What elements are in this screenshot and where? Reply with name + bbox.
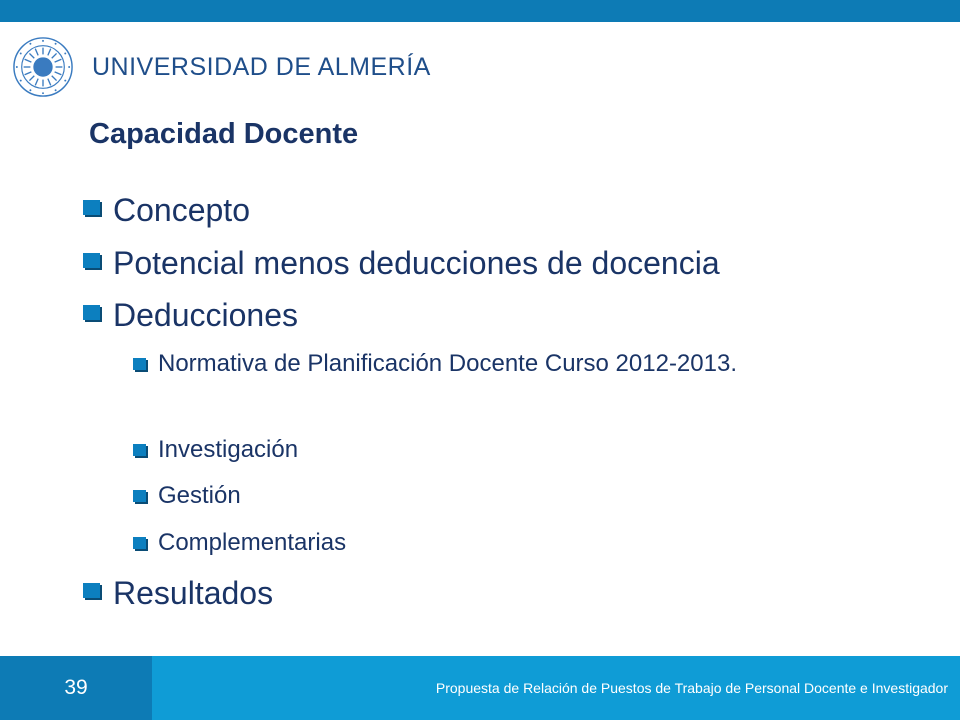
sub-bullet-normativa — [133, 352, 858, 381]
bullet-square-icon — [133, 537, 146, 549]
bullet-label: Potencial menos deducciones de docencia — [113, 245, 720, 281]
bullet-square-icon — [83, 253, 100, 268]
top-bar — [0, 0, 960, 22]
sub-bullet-label: Complementarias — [158, 529, 347, 556]
footer-text: Propuesta de Relación de Puestos de Trabajo de Personal Docente e Investigador — [435, 680, 948, 696]
university-logo — [12, 34, 431, 100]
university-name: UNIVERSIDAD DE ALMERÍA — [92, 52, 431, 81]
bullet-resultados — [83, 575, 273, 611]
bullet-square-icon — [83, 583, 100, 598]
bullet-label: Concepto — [113, 192, 250, 228]
bullet-deducciones — [83, 297, 298, 333]
bullet-square-icon — [133, 444, 146, 456]
sub-bullet-label: Investigación — [158, 436, 299, 463]
sub-bullet-investigacion — [133, 438, 858, 467]
university-seal-icon — [12, 36, 74, 98]
bullet-potencial — [83, 245, 720, 281]
bullet-label: Deducciones — [113, 297, 298, 333]
bullet-square-icon — [83, 305, 100, 320]
sub-bullet-label: Normativa de Planificación Docente Curso 2012-2013. — [158, 350, 737, 377]
slide-number: 39 — [64, 676, 88, 699]
bullet-label: Resultados — [113, 575, 274, 611]
sub-bullet-label: Gestión — [158, 482, 241, 509]
bullet-square-icon — [133, 358, 146, 370]
slide-title: Capacidad Docente — [89, 118, 359, 150]
footer-text-box — [152, 656, 960, 720]
bullet-square-icon — [83, 200, 100, 215]
sub-bullet-complementarias — [133, 531, 858, 560]
sub-bullet-gestion — [133, 484, 858, 513]
bullet-concepto — [83, 192, 250, 228]
slide-number-box — [0, 656, 152, 720]
bullet-square-icon — [133, 490, 146, 502]
footer-bar — [0, 656, 960, 720]
